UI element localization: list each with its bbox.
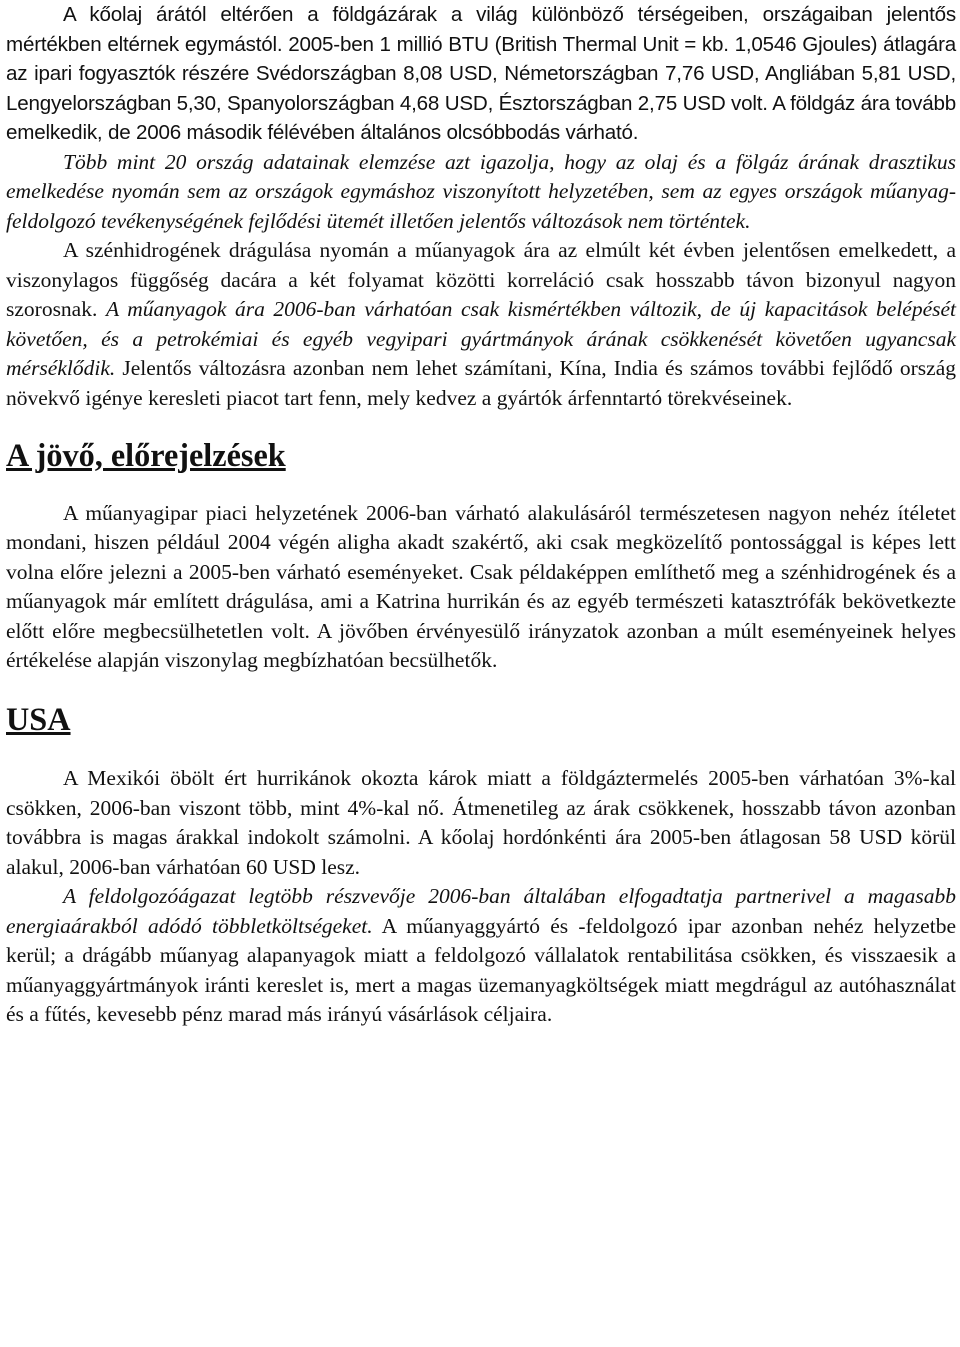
paragraph-future-forecast [6,499,956,676]
gas-prices-text: A kőolaj árától eltérően a földgázárak a világ különböző térségeiben, országaiban jelentős mértékben eltérnek egymástól. 2005-ben 1 millió BTU (British Thermal Unit = kb. 1,0546 Gjoules) átlagára az ipari fogyasztók részére Svédországban 8,08 USD, Németországban 7,76 USD, Angliában 5,81 USD, Lengyelországban 5,30, Spanyolországban 4,68 USD, Észtországban 2,75 USD volt. A földgáz ára tovább emelkedik, de 2006 második félévében általános olcsóbbodás várható. [6,3,956,144]
usa-processing-italic: A feldolgozóágazat legtöbb részvevője 2006-ban általában elfogadtatja partnerivel a magasabb energiaárakból adódó többletköltségeket. [6,884,956,938]
plastics-prices-text-2: Jelentős változásra azonban nem lehet számítani, Kína, India és számos további fejlődő ország növekvő igénye keresleti piacot tart fenn, mely kedvez a gyártók árfenntartó törekvéseinek. [6,356,956,410]
future-forecast-text: A műanyagipar piaci helyzetének 2006-ban várható alakulásáról természetesen nagyon nehéz ítéletet mondani, hiszen például 2004 végén aligha akadt szakértő, aki csak megközelítő pontossággal is képes lett volna előre jelezni a 2005-ben várható eseményeket. Csak példaképpen említhető meg a szénhidrogének és a műanyagok már említett drágulása, ami a Katrina hurrikán és az egyéb természeti katasztrófák bekövetkezte előtt előre megbecsülhetetlen volt. A jövőben érvényesülő irányzatok azonban a múlt eseményeinek helyes értékelése alapján viszonylag megbízhatóan becsülhetők. [6,500,956,672]
section-heading-usa: USA [6,700,71,737]
usa-gas-text: A Mexikói öbölt ért hurrikánok okozta károk miatt a földgáztermelés 2005-ben várhatóan 3%-kal csökken, 2006-ban viszont több, mint 4%-kal nő. Átmenetileg az árak csökkenek, hosszabb távon azonban továbbra is magas árakkal indokolt számolni. A kőolaj hordónkénti ára 2005-ben átlagosan 58 USD körül alakul, 2006-ban várhatóan 60 USD lesz. [6,766,956,879]
paragraph-plastics-prices [6,236,956,413]
plastics-prices-italic: A műanyagok ára 2006-ban várhatóan csak kismértékben változik, de új kapacitások belépését követően, és a petrokémiai és egyéb vegyipari gyártmányok árának csökkenését követően ugyancsak mérséklődik. [6,297,956,380]
paragraph-usa-gas [6,764,956,882]
paragraph-country-analysis [6,148,956,237]
document-page [6,0,956,1030]
usa-processing-text: A műanyaggyártó és -feldolgozó ipar azonban nehéz helyzetbe kerül; a drágább műanyag alapanyagok miatt a feldolgozó vállalatok rentabilitása csökken, és visszaesik a műanyaggyártmányok iránti kereslet is, mert a magas üzemanyagköltségek miatt megdrágul az autóhasználat és a fűtés, kevesebb pénz marad más irányú vásárlások céljaira. [6,913,956,1026]
section-heading-future: A jövő, előrejelzések [6,437,286,473]
plastics-prices-text-1: A szénhidrogének drágulása nyomán a műanyagok ára az elmúlt két évben jelentősen emelkedett, a viszonylagos függőség dacára a két folyamat közötti korreláció csak hosszabb távon bizonyul nagyon szorosnak. [6,238,956,321]
paragraph-usa-processing [6,882,956,1030]
country-analysis-text: Több mint 20 ország adatainak elemzése azt igazolja, hogy az olaj és a fölgáz árának drasztikus emelkedése nyomán sem az országok egymáshoz viszonyított helyzetében, sem az egyes országok műanyag-feldolgozó tevékenységének fejlődési ütemét illetően jelentős változások nem történtek. [6,149,956,233]
paragraph-gas-prices [6,0,956,148]
